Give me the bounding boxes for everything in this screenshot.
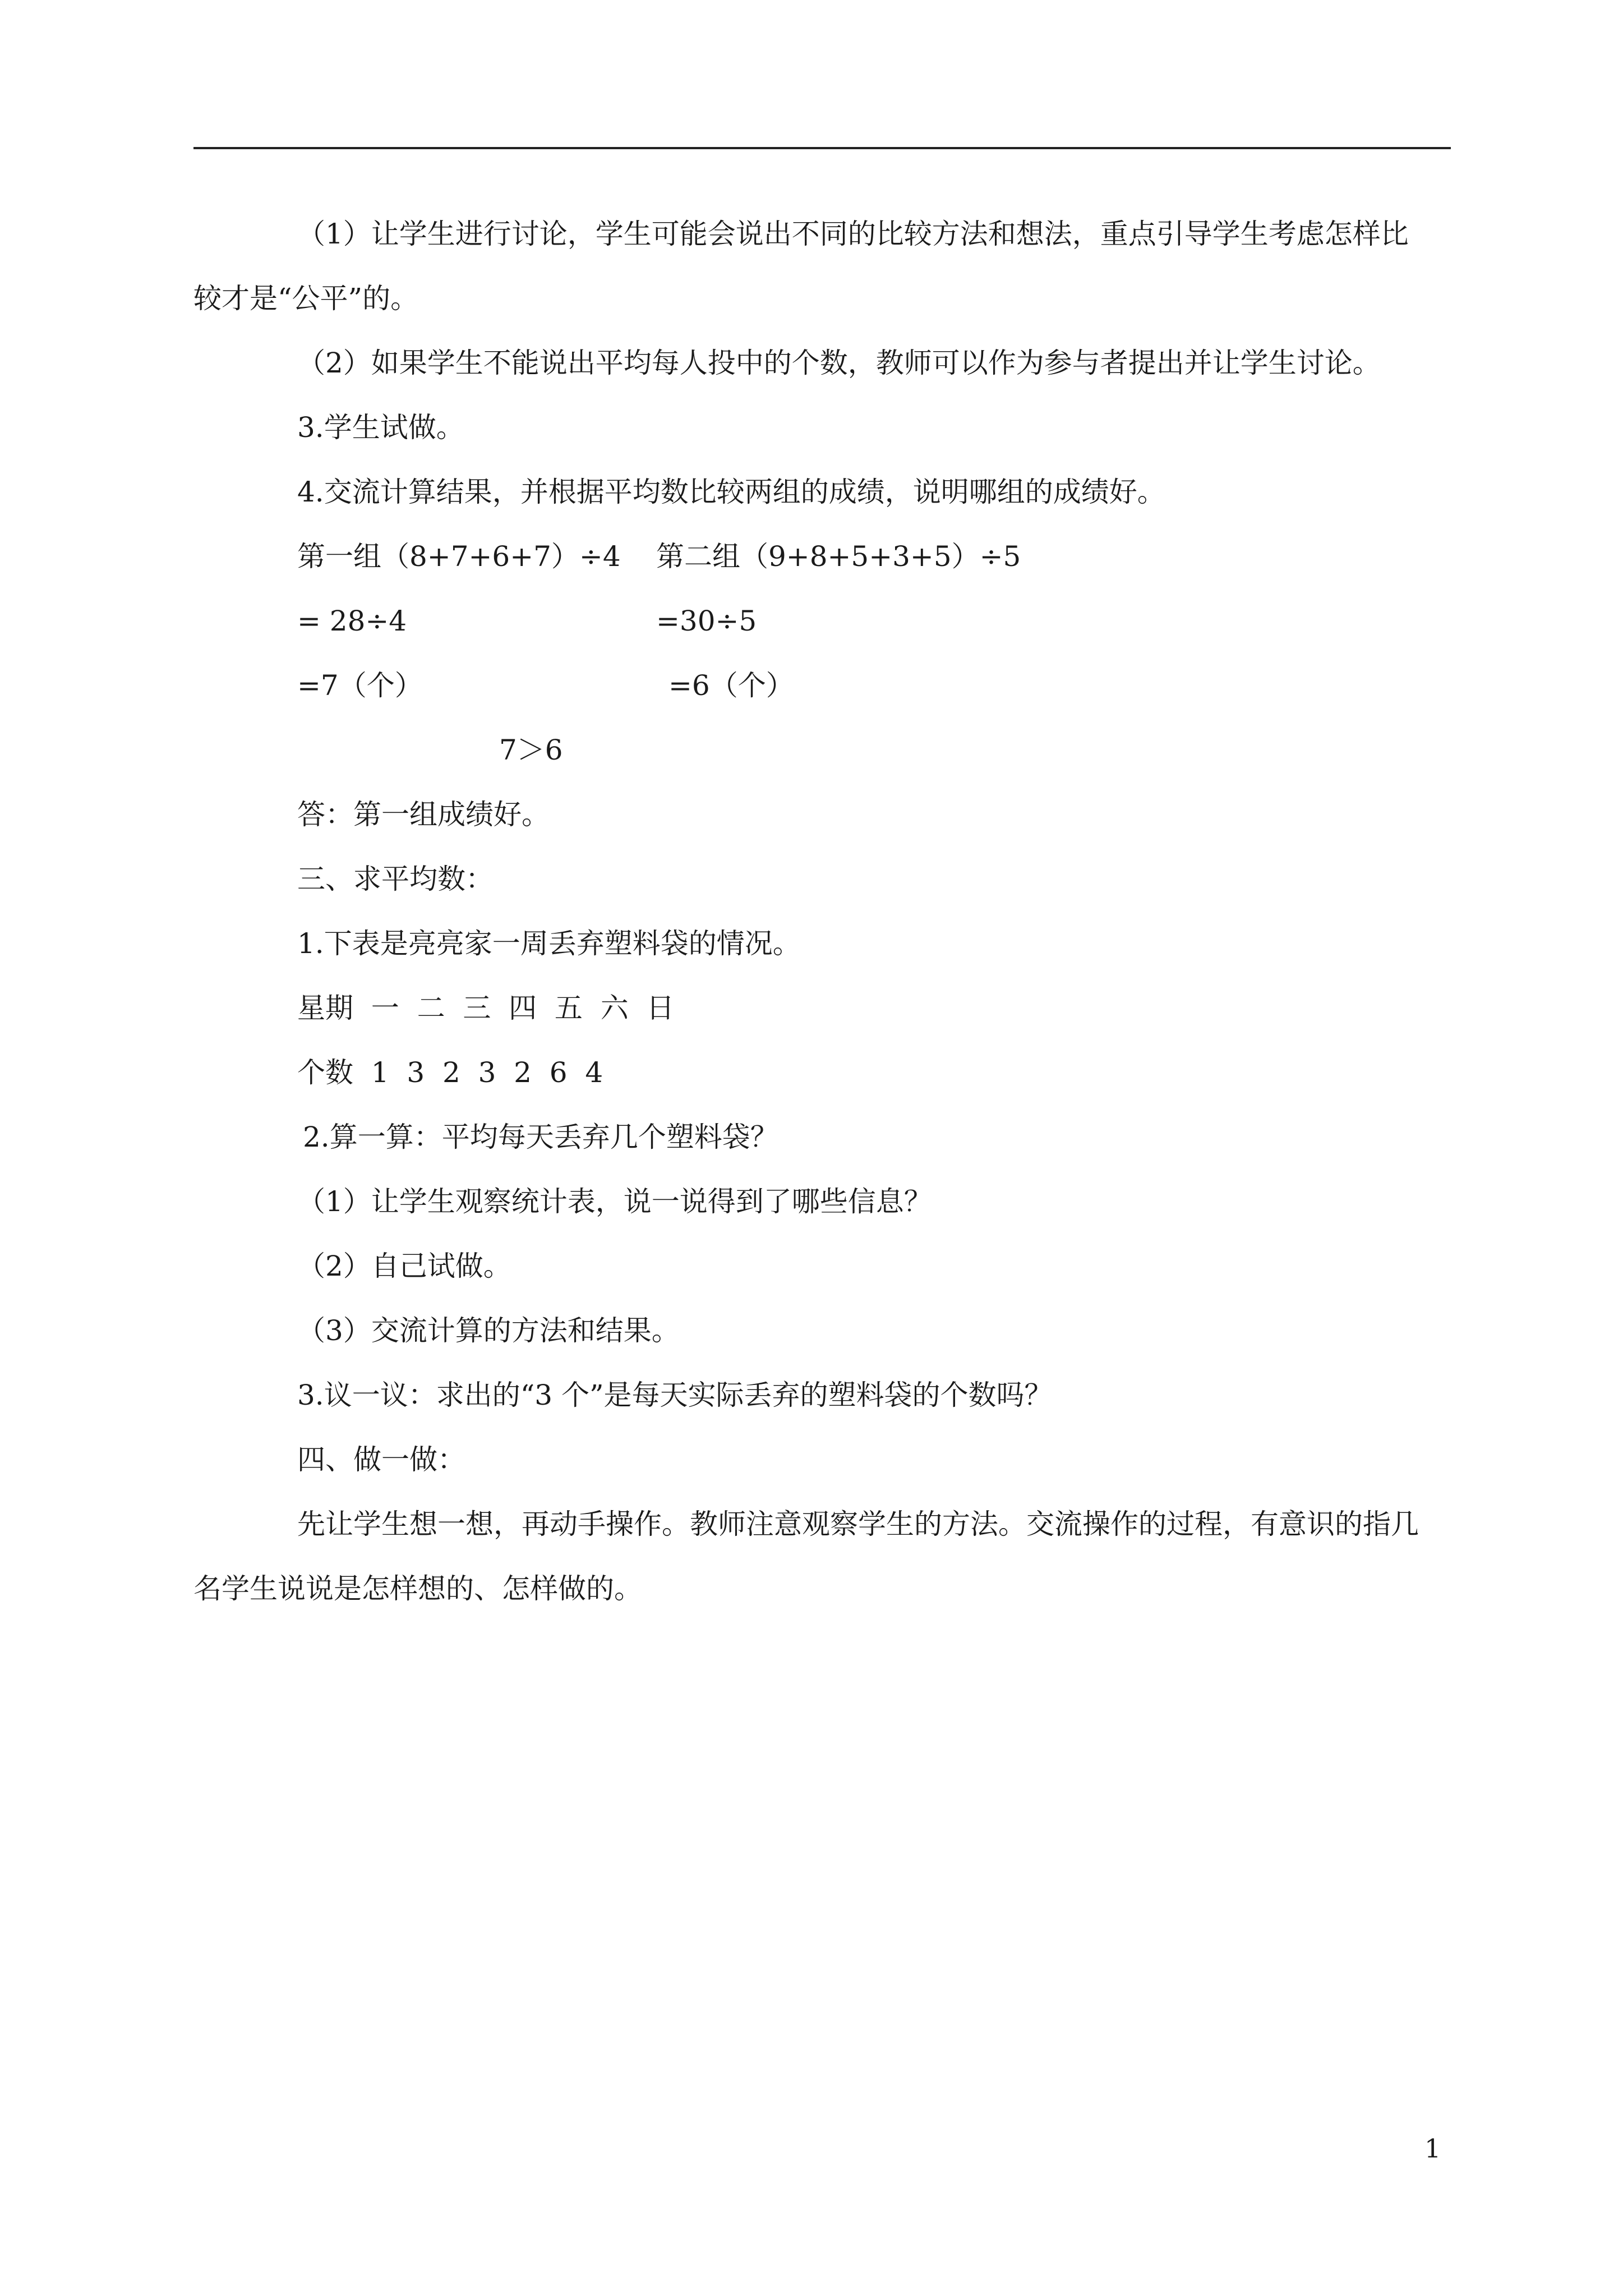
section-3-sub-3: （3）交流计算的方法和结果。 xyxy=(297,1314,680,1347)
section-3-item-2: 2.算一算：平均每天丢弃几个塑料袋？ xyxy=(303,1121,778,1153)
group1-expression: 第一组（8+7+6+7）÷4 xyxy=(297,540,621,573)
group2-result: =6（个） xyxy=(668,669,794,702)
paragraph-discussion-2: （2）如果学生不能说出平均每人投中的个数，教师可以作为参与者提出并让学生讨论。 xyxy=(297,347,1381,379)
group1-result: =7（个） xyxy=(297,669,423,702)
section-3-item-1: 1.下表是亮亮家一周丢弃塑料袋的情况。 xyxy=(297,927,801,960)
section-4-paragraph-cont: 名学生说说是怎样想的、怎样做的。 xyxy=(193,1572,642,1605)
section-3-sub-2: （2）自己试做。 xyxy=(297,1250,511,1282)
comparison: 7＞6 xyxy=(499,734,563,766)
section-3-heading: 三、求平均数： xyxy=(297,863,494,895)
calc-row-2 xyxy=(193,589,1451,654)
group2-step: =30÷5 xyxy=(656,605,757,637)
paragraph-discussion-1: （1）让学生进行讨论，学生可能会说出不同的比较方法和想法，重点引导学生考虑怎样比 xyxy=(297,218,1409,250)
calc-row-1 xyxy=(193,524,1451,589)
paragraph-discussion-1-cont: 较才是“公平”的。 xyxy=(193,282,419,315)
header-rule xyxy=(193,147,1451,149)
group1-step: = 28÷4 xyxy=(297,605,407,637)
table-header-row: 星期 一 二 三 四 五 六 日 xyxy=(297,992,675,1024)
page-number: 1 xyxy=(1424,2133,1441,2164)
table-value-row: 个数 1 3 2 3 2 6 4 xyxy=(297,1056,603,1089)
section-4-heading: 四、做一做： xyxy=(297,1443,465,1476)
section-3-sub-1: （1）让学生观察统计表，说一说得到了哪些信息？ xyxy=(297,1185,932,1218)
answer: 答：第一组成绩好。 xyxy=(297,798,550,831)
step-4: 4.交流计算结果，并根据平均数比较两组的成绩，说明哪组的成绩好。 xyxy=(297,476,1165,508)
group2-expression: 第二组（9+8+5+3+5）÷5 xyxy=(656,540,1021,573)
section-4-paragraph: 先让学生想一想，再动手操作。教师注意观察学生的方法。交流操作的过程，有意识的指几 xyxy=(297,1508,1419,1540)
document-body xyxy=(193,202,1451,1621)
section-3-item-3: 3.议一议：求出的“3 个”是每天实际丢弃的塑料袋的个数吗？ xyxy=(297,1379,1053,1411)
calc-row-3 xyxy=(193,654,1451,718)
step-3: 3.学生试做。 xyxy=(297,411,464,444)
